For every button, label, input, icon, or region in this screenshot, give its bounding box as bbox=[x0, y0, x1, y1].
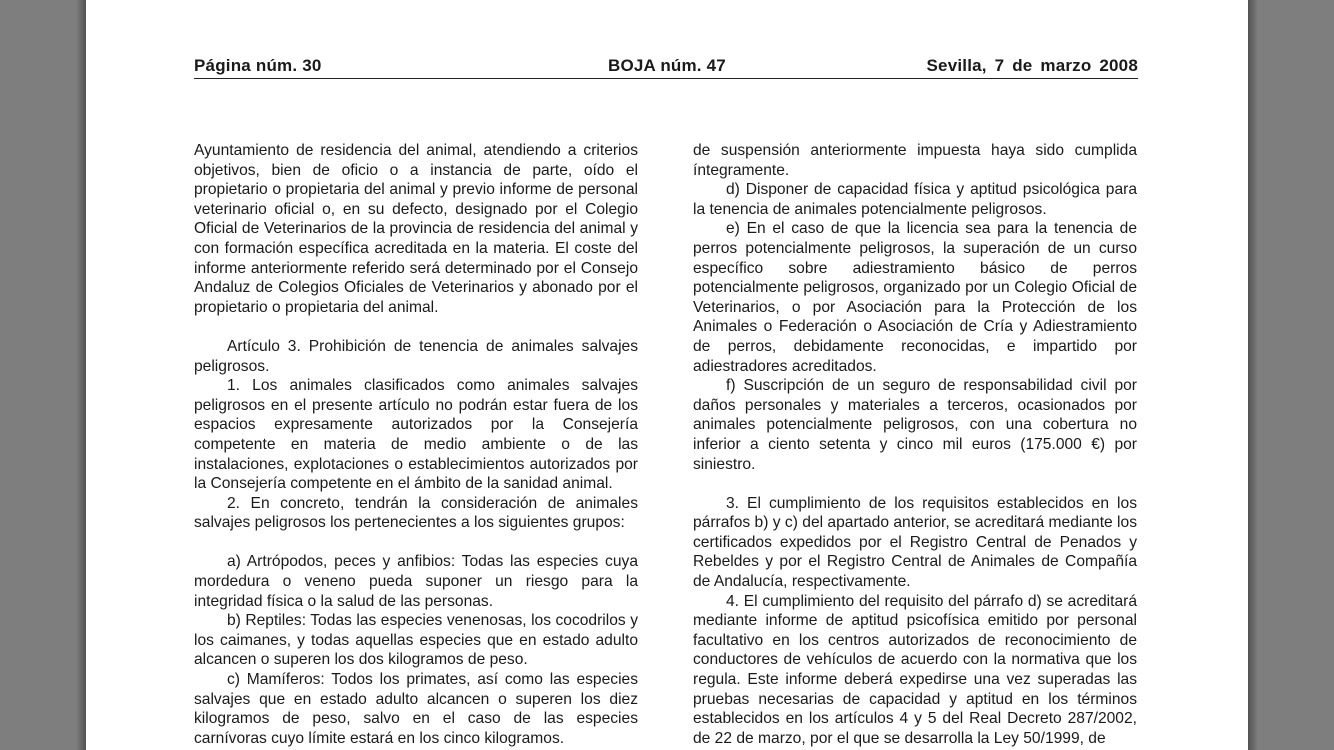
page-shadow-right bbox=[1248, 0, 1258, 750]
list-item: c) Mamíferos: Todos los primates, así como las especies salvajes que en estado adulto alcancen o superen los diez kilogramos de peso, salvo en el caso de las especies carnívoras cuyo límite estará en los cinco kilogramos. bbox=[194, 671, 638, 747]
paragraph: 2. En concreto, tendrán la consideración de animales salvajes peligrosos los pertenecientes a los siguientes grupos: bbox=[194, 494, 638, 532]
list-item: f) Suscripción de un seguro de responsabilidad civil por daños personales y materiales a terceros, ocasionados por animales potencialmente peligrosos, con una cobertura no inferior a ciento setenta y cinco mil euros (175.000 €) por siniestro. bbox=[693, 377, 1137, 473]
bulletin-number: BOJA núm. 47 bbox=[608, 56, 726, 75]
article-heading: Artículo 3. Prohibición de tenencia de animales salvajes peligrosos. bbox=[194, 337, 638, 375]
page-header bbox=[194, 56, 1138, 79]
right-column bbox=[693, 141, 1137, 748]
paragraph: 1. Los animales clasificados como animales salvajes peligrosos en el presente artículo no podrán estar fuera de los espacios expresamente autorizados por la Consejería competente en materia de medio ambiente o de las instalaciones, explotaciones o establecimientos autorizados por la Consejería competente en el ámbito de la sanidad animal. bbox=[194, 377, 638, 493]
paragraph: 3. El cumplimiento de los requisitos establecidos en los párrafos b) y c) del apartado anterior, se acreditará mediante los certificados expedidos por el Registro Central de Penados y Rebeldes y por el Registro Central de Animales de Compañía de Andalucía, respectivamente. bbox=[693, 494, 1137, 591]
list-item: b) Reptiles: Todas las especies venenosas, los cocodrilos y los caimanes, y todas aquellas especies que en estado adulto alcancen o superen los dos kilogramos de peso. bbox=[194, 612, 638, 669]
list-item: d) Disponer de capacidad física y aptitud psicológica para la tenencia de animales potencialmente peligrosos. bbox=[693, 181, 1137, 218]
publication-date: Sevilla, 7 de marzo 2008 bbox=[926, 56, 1138, 75]
document-page[interactable] bbox=[86, 0, 1248, 750]
left-column bbox=[194, 141, 638, 748]
page-shadow-left bbox=[76, 0, 86, 750]
paragraph: de suspensión anteriormente impuesta haya sido cumplida íntegramente. bbox=[693, 142, 1137, 179]
paragraph: Ayuntamiento de residencia del animal, atendiendo a criterios objetivos, bien de oficio o a instancia de parte, oído el propietario o propietaria del animal y previo informe de personal veterinario oficial o, en su defecto, designado por el Colegio Oficial de Veterinarios de la provincia de residencia del animal y con formación específica acreditada en la materia. El coste del informe anteriormente referido será determinado por el Consejo Andaluz de Colegios Oficiales de Veterinarios y abonado por el propietario o propietaria del animal. bbox=[194, 142, 638, 316]
paragraph: 4. El cumplimiento del requisito del párrafo d) se acreditará mediante informe de aptitud psicofísica emitido por personal facultativo en los centros autorizados de reconocimiento de conductores de vehículos de acuerdo con la normativa que los regula. Este informe deberá expedirse una vez superadas las pruebas necesarias de capacidad y aptitud en los términos establecidos en los artículos 4 y 5 del Real Decreto 287/2002, de 22 de marzo, por el que se desarrolla la Ley 50/1999, de bbox=[693, 592, 1137, 747]
list-item: e) En el caso de que la licencia sea para la tenencia de perros potencialmente peligrosos, la superación de un curso específico sobre adiestramiento básico de perros potencialmente peligrosos, organizado por un Colegio Oficial de Veterinarios, o por Asociación para la Protección de los Animales o Federación o Asociación de Cría y Adiestramiento de perros, debidamente reconocidas, e impartido por adiestradores acreditados. bbox=[693, 220, 1137, 375]
list-item: a) Artrópodos, peces y anfibios: Todas las especies cuya mordedura o veneno pueda suponer un riesgo para la integridad física o la salud de las personas. bbox=[194, 553, 638, 610]
page-number: Página núm. 30 bbox=[194, 56, 322, 75]
